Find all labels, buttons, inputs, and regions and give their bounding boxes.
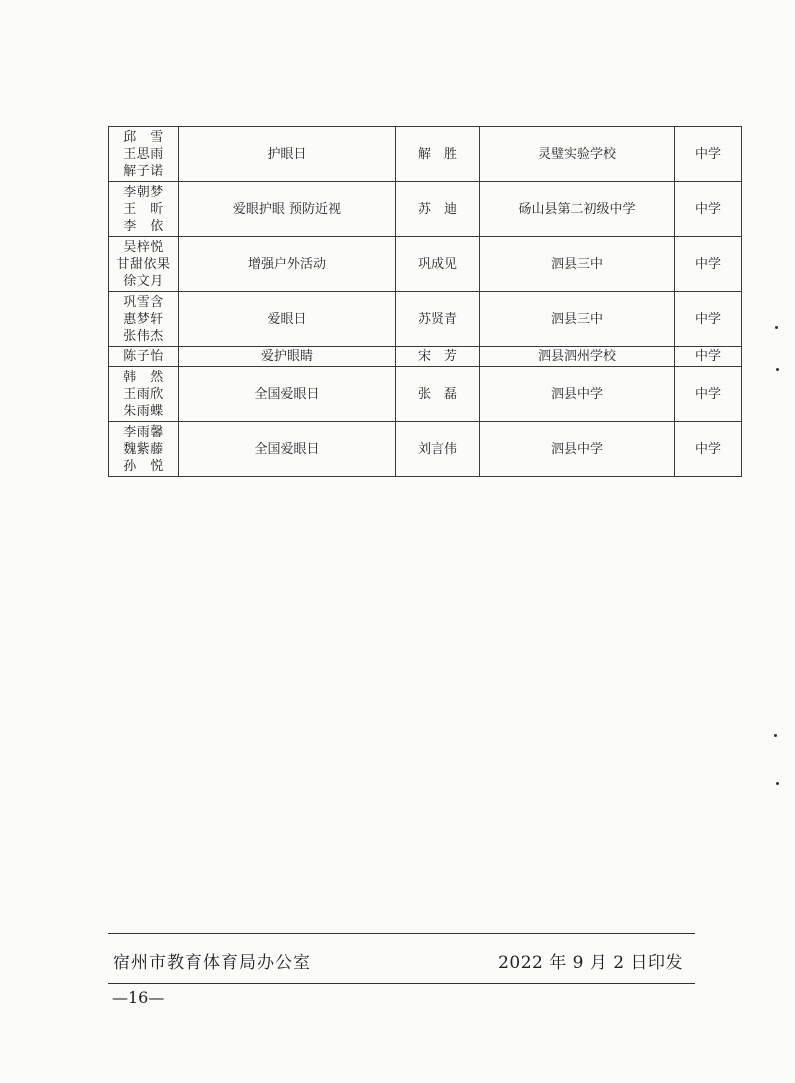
table-row: [109, 422, 742, 477]
students-cell: [109, 347, 179, 367]
student-name: 王雨欣: [123, 386, 164, 402]
school-cell: 泗县三中: [480, 292, 675, 347]
students-cell: [109, 422, 179, 477]
work-title-cell: 护眼日: [179, 127, 396, 182]
teacher-cell: 苏 迪: [396, 182, 480, 237]
student-name: 魏紫藤: [123, 441, 164, 457]
level-cell: 中学: [675, 127, 742, 182]
scan-speck: [776, 782, 779, 785]
footer-bottom-rule: [108, 983, 695, 984]
awards-table: [108, 126, 742, 477]
level-cell: 中学: [675, 237, 742, 292]
table-row: [109, 237, 742, 292]
level-cell: 中学: [675, 292, 742, 347]
teacher-cell: 张 磊: [396, 367, 480, 422]
students-cell: [109, 182, 179, 237]
student-name: 惠梦轩: [123, 311, 164, 327]
student-name: 孙 悦: [123, 458, 164, 474]
work-title-cell: 爱眼日: [179, 292, 396, 347]
table-row: [109, 127, 742, 182]
level-cell: 中学: [675, 182, 742, 237]
table-row: [109, 292, 742, 347]
teacher-cell: 苏贤青: [396, 292, 480, 347]
teacher-cell: 解 胜: [396, 127, 480, 182]
work-title-cell: 爱眼护眼 预防近视: [179, 182, 396, 237]
student-name: 巩雪含: [123, 294, 164, 310]
footer-top-rule: [108, 933, 695, 934]
student-name: 朱雨蝶: [123, 403, 164, 419]
student-name: 李 依: [123, 218, 164, 234]
student-name: 王 昕: [123, 201, 164, 217]
school-cell: 泗县三中: [480, 237, 675, 292]
teacher-cell: 刘言伟: [396, 422, 480, 477]
awards-table-body: [109, 127, 742, 477]
student-name: 李朝梦: [123, 184, 164, 200]
page-number: —16—: [112, 988, 165, 1007]
student-name: 陈子怡: [123, 349, 164, 364]
level-cell: 中学: [675, 367, 742, 422]
student-name: 韩 然: [123, 369, 164, 385]
student-name: 张伟杰: [123, 328, 164, 344]
students-cell: [109, 237, 179, 292]
footer-date: 2022 年 9 月 2 日印发: [498, 953, 683, 973]
student-name: 解子诺: [123, 163, 164, 179]
work-title-cell: 爱护眼睛: [179, 347, 396, 367]
work-title-cell: 全国爱眼日: [179, 422, 396, 477]
student-name: 徐文月: [123, 273, 164, 289]
table-row: [109, 347, 742, 367]
scan-speck: [775, 326, 778, 329]
student-name: 邱 雪: [123, 129, 164, 145]
students-cell: [109, 367, 179, 422]
school-cell: 泗县泗州学校: [480, 347, 675, 367]
scan-speck: [776, 368, 779, 371]
student-name: 王思雨: [123, 146, 164, 162]
table-row: [109, 367, 742, 422]
students-cell: [109, 127, 179, 182]
student-name: 李雨馨: [123, 424, 164, 440]
table-row: [109, 182, 742, 237]
student-name: 吴梓悦: [123, 239, 164, 255]
school-cell: 泗县中学: [480, 367, 675, 422]
footer-issuer: 宿州市教育体育局办公室: [113, 953, 311, 973]
level-cell: 中学: [675, 422, 742, 477]
work-title-cell: 全国爱眼日: [179, 367, 396, 422]
teacher-cell: 宋 芳: [396, 347, 480, 367]
school-cell: 泗县中学: [480, 422, 675, 477]
school-cell: 灵璧实验学校: [480, 127, 675, 182]
students-cell: [109, 292, 179, 347]
student-name: 甘甜依果: [116, 256, 171, 272]
work-title-cell: 增强户外活动: [179, 237, 396, 292]
teacher-cell: 巩成见: [396, 237, 480, 292]
level-cell: 中学: [675, 347, 742, 367]
scan-speck: [774, 734, 777, 737]
school-cell: 砀山县第二初级中学: [480, 182, 675, 237]
